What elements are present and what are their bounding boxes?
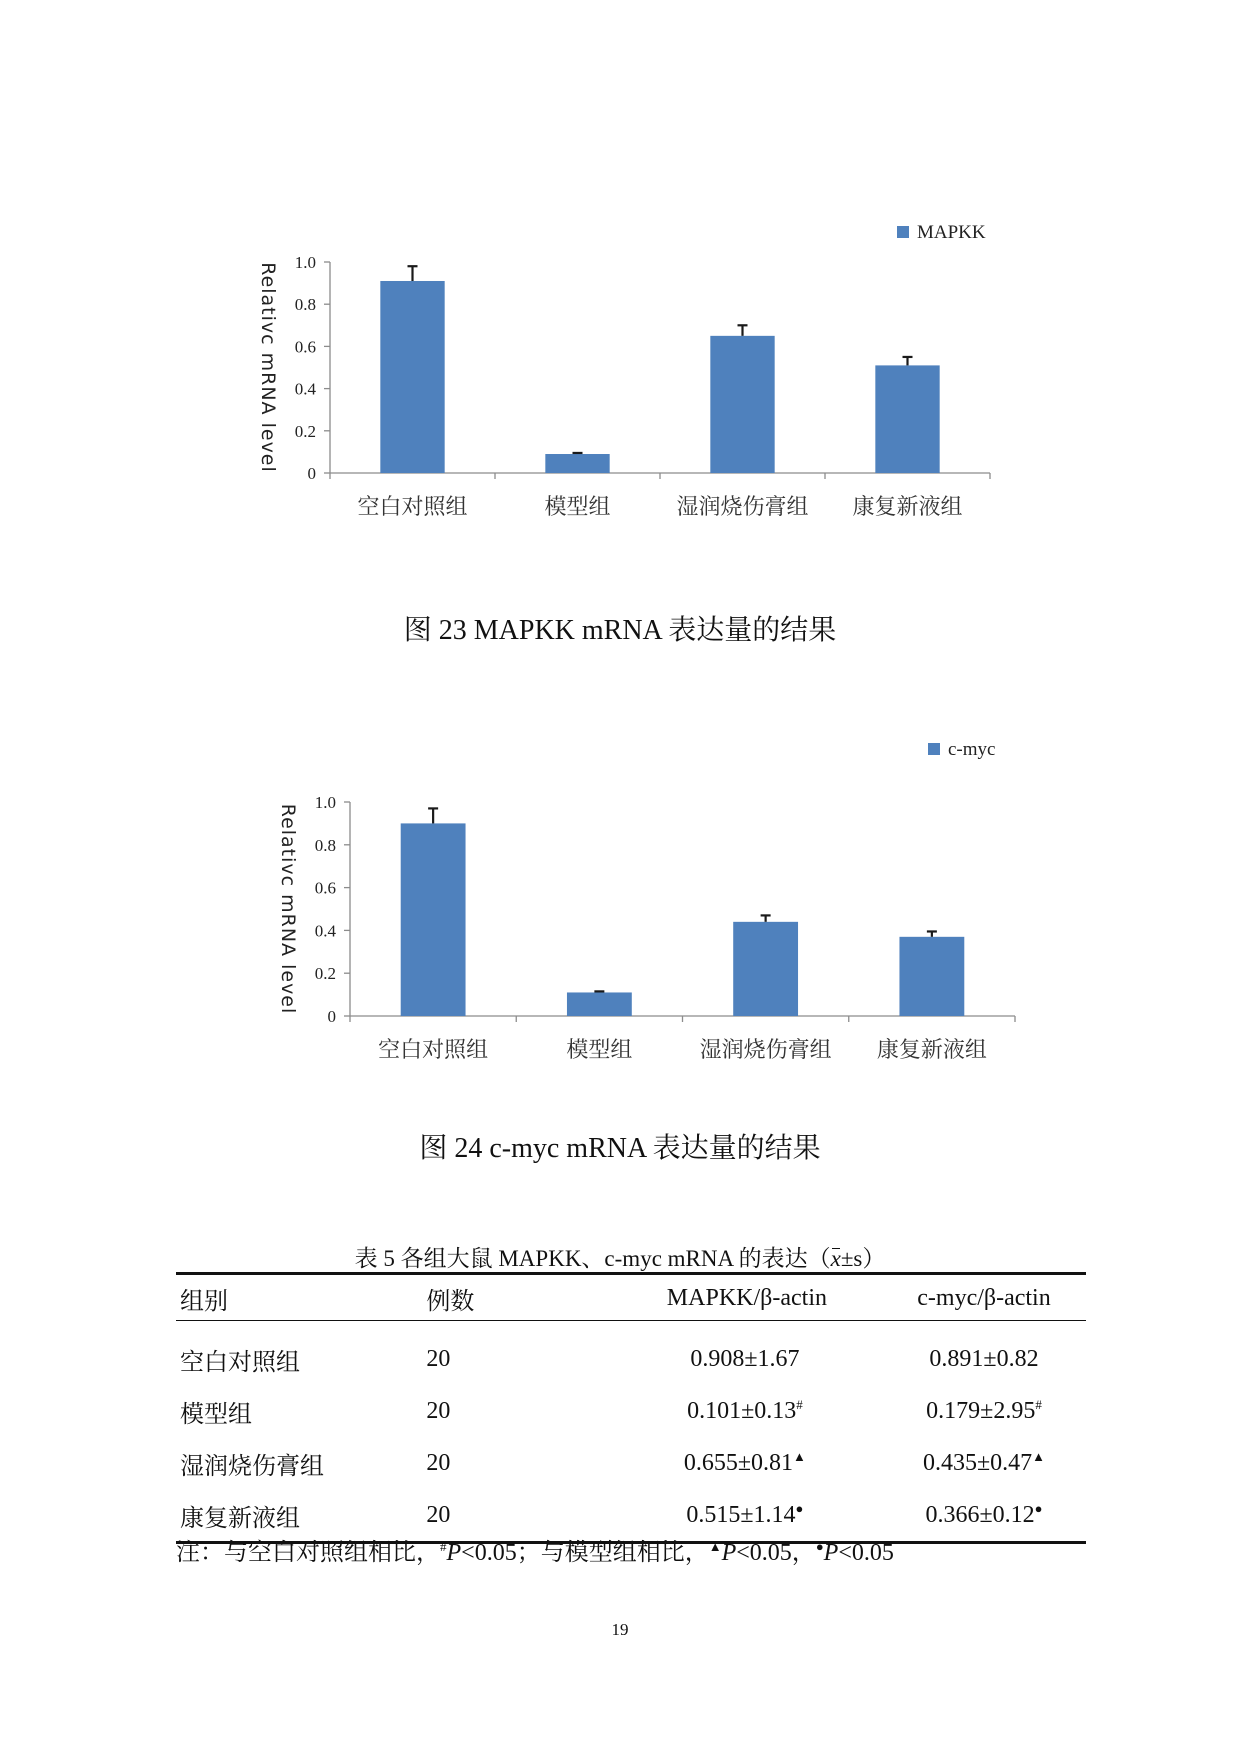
category-label: 空白对照组 — [357, 495, 468, 520]
y-tick-label: 1.0 — [294, 253, 316, 272]
mapkk-value: 0.101±0.13 — [687, 1398, 797, 1424]
y-tick-label: 0 — [327, 1007, 336, 1026]
category-label: 康复新液组 — [876, 1038, 987, 1063]
cell-group: 空白对照组 — [180, 1349, 300, 1376]
note-part3: <0.05， — [736, 1540, 816, 1566]
y-axis-label: Relativc mRNA level — [277, 803, 299, 1015]
cmyc-value: 0.435±0.47 — [922, 1450, 1033, 1476]
chart-legend — [895, 218, 1095, 248]
legend-swatch — [928, 743, 940, 755]
page-number: 19 — [611, 1620, 629, 1639]
y-tick-label: 0.2 — [294, 421, 316, 441]
bar — [733, 922, 798, 1016]
cmyc-mark: # — [1035, 1397, 1042, 1412]
y-tick-label: 0.4 — [314, 921, 336, 941]
cell-n: 20 — [426, 1397, 451, 1424]
bar — [401, 823, 466, 1016]
note-mark3: ● — [815, 1539, 824, 1554]
y-tick-label: 0.8 — [294, 295, 316, 315]
cell-cmyc — [882, 1385, 1086, 1437]
legend-swatch — [897, 226, 909, 238]
figure-caption-24: 图 24 c-myc mRNA 表达量的结果 — [419, 1133, 821, 1164]
y-tick-label: 0.6 — [294, 337, 316, 357]
bar — [899, 937, 964, 1016]
note-part1: 注：与空白对照组相比， — [176, 1540, 440, 1566]
mapkk-value: 0.655±0.81 — [683, 1450, 794, 1476]
category-label: 空白对照组 — [378, 1038, 489, 1063]
table-header-row — [176, 1274, 1086, 1321]
table-title-prefix: 表 5 各组大鼠 MAPKK、c-myc mRNA 的表达（ — [354, 1246, 831, 1271]
cmyc-mark: ▲ — [1032, 1449, 1046, 1464]
y-tick-label: 0.4 — [294, 379, 316, 399]
table-note — [176, 1532, 894, 1567]
y-tick-label: 0 — [307, 464, 316, 483]
legend-label: c-myc — [948, 739, 996, 760]
note-mark2: ▲ — [708, 1539, 722, 1554]
table-title-xbar: x — [830, 1246, 841, 1271]
figure-caption-23: 图 23 MAPKK mRNA 表达量的结果 — [403, 615, 837, 646]
cell-cmyc — [882, 1437, 1086, 1489]
results-table — [176, 1272, 1086, 1544]
chart-legend — [926, 735, 1126, 765]
y-tick-label: 0.8 — [314, 835, 336, 855]
category-label: 康复新液组 — [852, 495, 963, 520]
cell-mapkk — [612, 1321, 882, 1386]
chart-mapkk — [0, 200, 1240, 600]
cell-group: 康复新液组 — [176, 1489, 422, 1543]
cell-n: 20 — [422, 1489, 611, 1543]
cell-n: 20 — [426, 1345, 451, 1372]
note-p1: P — [446, 1540, 462, 1566]
note-part4: <0.05 — [838, 1540, 894, 1566]
y-tick-label: 0.2 — [314, 964, 336, 984]
cell-cmyc — [882, 1321, 1086, 1386]
header-group: 组别 — [176, 1274, 422, 1321]
y-axis-label: Relativc mRNA level — [257, 262, 279, 473]
bar — [380, 281, 444, 473]
mapkk-mark: ● — [795, 1501, 804, 1516]
category-label: 模型组 — [544, 495, 611, 520]
legend-label: MAPKK — [917, 222, 986, 243]
category-label: 模型组 — [566, 1038, 633, 1063]
cmyc-value: 0.366±0.12 — [925, 1502, 1035, 1528]
header-cmyc: c-myc/β-actin — [882, 1274, 1086, 1321]
note-p2: P — [721, 1540, 737, 1566]
table-title — [0, 1240, 1240, 1273]
cmyc-value: 0.179±2.95 — [926, 1398, 1036, 1424]
chart-cmyc-svg — [0, 720, 1240, 1120]
mapkk-mark: ▲ — [793, 1449, 806, 1464]
bar — [567, 992, 632, 1016]
cell-n: 20 — [426, 1449, 451, 1476]
note-part2: <0.05；与模型组相比， — [461, 1540, 709, 1566]
table-title-suffix: ±s） — [840, 1246, 886, 1271]
y-tick-label: 1.0 — [314, 793, 336, 812]
note-p3: P — [823, 1540, 839, 1566]
bar — [875, 365, 939, 473]
bar — [710, 336, 774, 473]
chart-mapkk-svg — [0, 200, 1240, 600]
cmyc-value: 0.891±0.82 — [929, 1346, 1039, 1372]
cell-cmyc — [882, 1489, 1086, 1543]
table-row — [176, 1385, 1086, 1437]
mapkk-value: 0.515±1.14 — [686, 1502, 796, 1528]
bar — [545, 454, 609, 473]
header-mapkk: MAPKK/β-actin — [612, 1274, 882, 1321]
note-mark1: # — [440, 1539, 447, 1554]
header-n: 例数 — [422, 1274, 611, 1321]
mapkk-mark: # — [796, 1397, 803, 1412]
cell-group: 湿润烧伤膏组 — [180, 1453, 324, 1480]
y-tick-label: 0.6 — [314, 878, 336, 898]
table-row — [176, 1321, 1086, 1386]
chart-cmyc — [0, 720, 1240, 1120]
mapkk-value: 0.908±1.67 — [690, 1346, 800, 1372]
cell-mapkk — [612, 1437, 882, 1489]
cell-mapkk — [612, 1385, 882, 1437]
cell-group: 模型组 — [180, 1401, 252, 1428]
table-row — [176, 1437, 1086, 1489]
category-label: 湿润烧伤膏组 — [676, 495, 809, 520]
category-label: 湿润烧伤膏组 — [699, 1038, 832, 1063]
cmyc-mark: ● — [1034, 1501, 1043, 1516]
